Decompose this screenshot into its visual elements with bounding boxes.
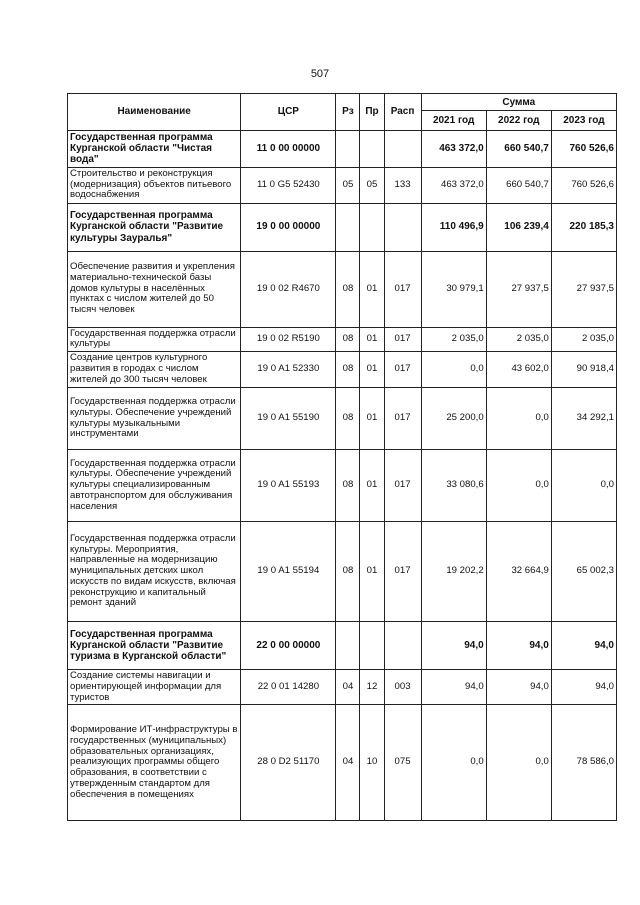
row-rasp: 017 — [384, 251, 421, 327]
row-rz: 08 — [336, 251, 360, 327]
row-csr: 19 0 A1 55193 — [241, 450, 336, 522]
row-csr: 19 0 A1 55190 — [241, 388, 336, 450]
row-2021: 25 200,0 — [421, 388, 486, 450]
row-2021: 0,0 — [421, 352, 486, 388]
row-name: Государственная программа Курганской области "Чистая вода" — [68, 131, 241, 168]
row-rz: 08 — [336, 388, 360, 450]
header-sum: Сумма — [421, 94, 616, 111]
row-rz: 08 — [336, 450, 360, 522]
row-csr: 28 0 D2 51170 — [241, 705, 336, 821]
row-csr: 22 0 00 00000 — [241, 622, 336, 670]
row-rasp: 133 — [384, 167, 421, 203]
row-2021: 463 372,0 — [421, 131, 486, 168]
row-rz: 08 — [336, 352, 360, 388]
row-2022: 32 664,9 — [486, 522, 551, 622]
header-year-2023: 2023 год — [551, 111, 616, 131]
row-2022: 0,0 — [486, 450, 551, 522]
budget-table — [67, 93, 617, 821]
row-rz — [336, 622, 360, 670]
row-csr: 22 0 01 14280 — [241, 670, 336, 705]
row-rasp: 075 — [384, 705, 421, 821]
row-2021: 94,0 — [421, 622, 486, 670]
header-pr: Пр — [360, 94, 384, 131]
row-2023: 760 526,6 — [551, 167, 616, 203]
row-2023: 0,0 — [551, 450, 616, 522]
row-rasp: 017 — [384, 450, 421, 522]
header-year-2022: 2022 год — [486, 111, 551, 131]
row-csr: 19 0 A1 52330 — [241, 352, 336, 388]
row-pr: 01 — [360, 388, 384, 450]
table-row — [68, 450, 617, 522]
row-name: Создание системы навигации и ориентирующей информации для туристов — [68, 670, 241, 705]
row-pr: 01 — [360, 327, 384, 351]
row-pr: 10 — [360, 705, 384, 821]
row-pr: 01 — [360, 522, 384, 622]
row-rasp — [384, 131, 421, 168]
row-name: Формирование ИТ-инфраструктуры в государственных (муниципальных) образовательных организациях, реализующих программы общего образования, в соответствии с утвержденным стандартом для обеспечения в помещениях — [68, 705, 241, 821]
row-pr — [360, 622, 384, 670]
row-name: Государственная поддержка отрасли культуры. Мероприятия, направленные на модернизацию муниципальных детских школ искусств по видам искусств, включая реконструкцию и капитальный ремонт зданий — [68, 522, 241, 622]
row-2023: 760 526,6 — [551, 131, 616, 168]
row-2022: 94,0 — [486, 670, 551, 705]
row-2022: 43 602,0 — [486, 352, 551, 388]
row-name: Государственная программа Курганской области "Развитие туризма в Курганской области" — [68, 622, 241, 670]
row-csr: 11 0 00 00000 — [241, 131, 336, 168]
row-2023: 27 937,5 — [551, 251, 616, 327]
row-name: Обеспечение развития и укрепления материально-технической базы домов культуры в населённых пунктах с числом жителей до 50 тысяч человек — [68, 251, 241, 327]
row-pr: 01 — [360, 352, 384, 388]
row-2021: 2 035,0 — [421, 327, 486, 351]
header-name: Наименование — [68, 94, 241, 131]
row-2021: 0,0 — [421, 705, 486, 821]
row-rasp: 017 — [384, 522, 421, 622]
row-2021: 94,0 — [421, 670, 486, 705]
row-pr — [360, 131, 384, 168]
row-2023: 65 002,3 — [551, 522, 616, 622]
table-row — [68, 131, 617, 168]
page-number: 507 — [310, 68, 330, 80]
row-2023: 220 185,3 — [551, 203, 616, 251]
row-rz: 05 — [336, 167, 360, 203]
row-rasp — [384, 203, 421, 251]
row-2022: 2 035,0 — [486, 327, 551, 351]
row-name: Государственная поддержка отрасли культуры. Обеспечение учреждений культуры музыкальными инструментами — [68, 388, 241, 450]
row-rz: 08 — [336, 522, 360, 622]
row-2022: 27 937,5 — [486, 251, 551, 327]
row-2022: 0,0 — [486, 705, 551, 821]
row-rasp: 017 — [384, 352, 421, 388]
table-body — [68, 131, 617, 821]
row-2023: 94,0 — [551, 670, 616, 705]
row-pr: 12 — [360, 670, 384, 705]
table-row — [68, 352, 617, 388]
table-row — [68, 167, 617, 203]
row-rz: 04 — [336, 670, 360, 705]
row-2022: 94,0 — [486, 622, 551, 670]
table-row — [68, 203, 617, 251]
row-2022: 660 540,7 — [486, 131, 551, 168]
row-name: Государственная поддержка отрасли культуры. Обеспечение учреждений культуры специализированным автотранспортом для обслуживания населения — [68, 450, 241, 522]
row-2023: 2 035,0 — [551, 327, 616, 351]
table-row — [68, 705, 617, 821]
row-2021: 463 372,0 — [421, 167, 486, 203]
row-rz — [336, 203, 360, 251]
header-csr: ЦСР — [241, 94, 336, 131]
row-2022: 0,0 — [486, 388, 551, 450]
header-rz: Рз — [336, 94, 360, 131]
row-name: Государственная поддержка отрасли культуры — [68, 327, 241, 351]
row-csr: 19 0 02 R5190 — [241, 327, 336, 351]
row-name: Государственная программа Курганской области "Развитие культуры Зауралья" — [68, 203, 241, 251]
row-pr: 01 — [360, 450, 384, 522]
row-name: Строительство и реконструкция (модернизация) объектов питьевого водоснабжения — [68, 167, 241, 203]
table-row — [68, 622, 617, 670]
row-2023: 90 918,4 — [551, 352, 616, 388]
row-2023: 94,0 — [551, 622, 616, 670]
table-row — [68, 388, 617, 450]
table-row — [68, 670, 617, 705]
row-2021: 19 202,2 — [421, 522, 486, 622]
row-2023: 78 586,0 — [551, 705, 616, 821]
row-pr — [360, 203, 384, 251]
table-row — [68, 327, 617, 351]
header-year-2021: 2021 год — [421, 111, 486, 131]
row-csr: 19 0 A1 55194 — [241, 522, 336, 622]
row-rasp — [384, 622, 421, 670]
row-rz: 08 — [336, 327, 360, 351]
table-row — [68, 522, 617, 622]
row-2023: 34 292,1 — [551, 388, 616, 450]
row-rasp: 017 — [384, 327, 421, 351]
row-2021: 33 080,6 — [421, 450, 486, 522]
row-rasp: 003 — [384, 670, 421, 705]
row-rasp: 017 — [384, 388, 421, 450]
row-name: Создание центров культурного развития в городах с числом жителей до 300 тысяч человек — [68, 352, 241, 388]
row-pr: 01 — [360, 251, 384, 327]
row-2021: 30 979,1 — [421, 251, 486, 327]
row-csr: 19 0 02 R4670 — [241, 251, 336, 327]
table-header — [68, 94, 617, 131]
row-rz — [336, 131, 360, 168]
row-2022: 660 540,7 — [486, 167, 551, 203]
row-csr: 11 0 G5 52430 — [241, 167, 336, 203]
row-2021: 110 496,9 — [421, 203, 486, 251]
header-rasp: Расп — [384, 94, 421, 131]
row-pr: 05 — [360, 167, 384, 203]
row-rz: 04 — [336, 705, 360, 821]
table-row — [68, 251, 617, 327]
row-csr: 19 0 00 00000 — [241, 203, 336, 251]
row-2022: 106 239,4 — [486, 203, 551, 251]
